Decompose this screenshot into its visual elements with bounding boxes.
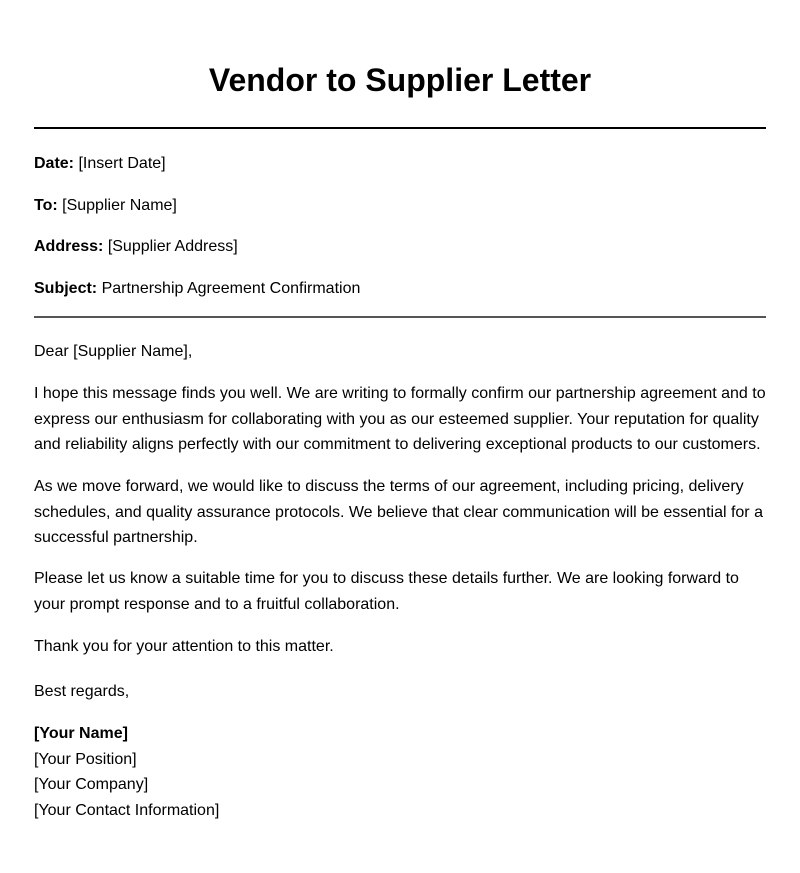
date-value: [Insert Date] xyxy=(78,155,166,172)
header-divider xyxy=(34,316,766,318)
body-paragraph: Please let us know a suitable time for you to discuss these details further. We are looking forward to your prompt response and to a fruitful collaboration. xyxy=(34,570,739,613)
date-field xyxy=(34,151,769,177)
subject-value: Partnership Agreement Confirmation xyxy=(101,280,361,297)
signature-contact: [Your Contact Information] xyxy=(34,801,220,819)
body-paragraph: I hope this message finds you well. We are writing to formally confirm our partnership agreement and to express our enthusiasm for collaborating with you as our esteemed supplier. Your reputation for quality and reliability aligns perfectly with our commitment to delivering exceptional products to our customers. xyxy=(34,385,766,453)
signature-name: [Your Name] xyxy=(34,725,128,742)
salutation: Dear [Supplier Name], xyxy=(34,343,193,360)
to-label: To: xyxy=(34,197,58,214)
subject-label: Subject: xyxy=(34,280,98,297)
page-title: Vendor to Supplier Letter xyxy=(208,62,592,98)
body-paragraph: As we move forward, we would like to discuss the terms of our agreement, including pricing, delivery schedules, and quality assurance protocols. We believe that clear communication will be essential for a successful partnership. xyxy=(34,478,763,546)
subject-field xyxy=(34,276,769,302)
address-label: Address: xyxy=(34,238,104,255)
signature-position: [Your Position] xyxy=(34,750,137,768)
signature-company: [Your Company] xyxy=(34,776,149,793)
body-paragraph: Thank you for your attention to this matter. xyxy=(34,638,334,655)
to-value: [Supplier Name] xyxy=(62,197,177,214)
title-divider xyxy=(34,127,766,129)
address-value: [Supplier Address] xyxy=(107,238,238,255)
signature-block xyxy=(34,721,769,823)
closing: Best regards, xyxy=(34,683,130,700)
date-label: Date: xyxy=(34,155,75,172)
address-field xyxy=(34,234,769,260)
to-field xyxy=(34,193,769,219)
